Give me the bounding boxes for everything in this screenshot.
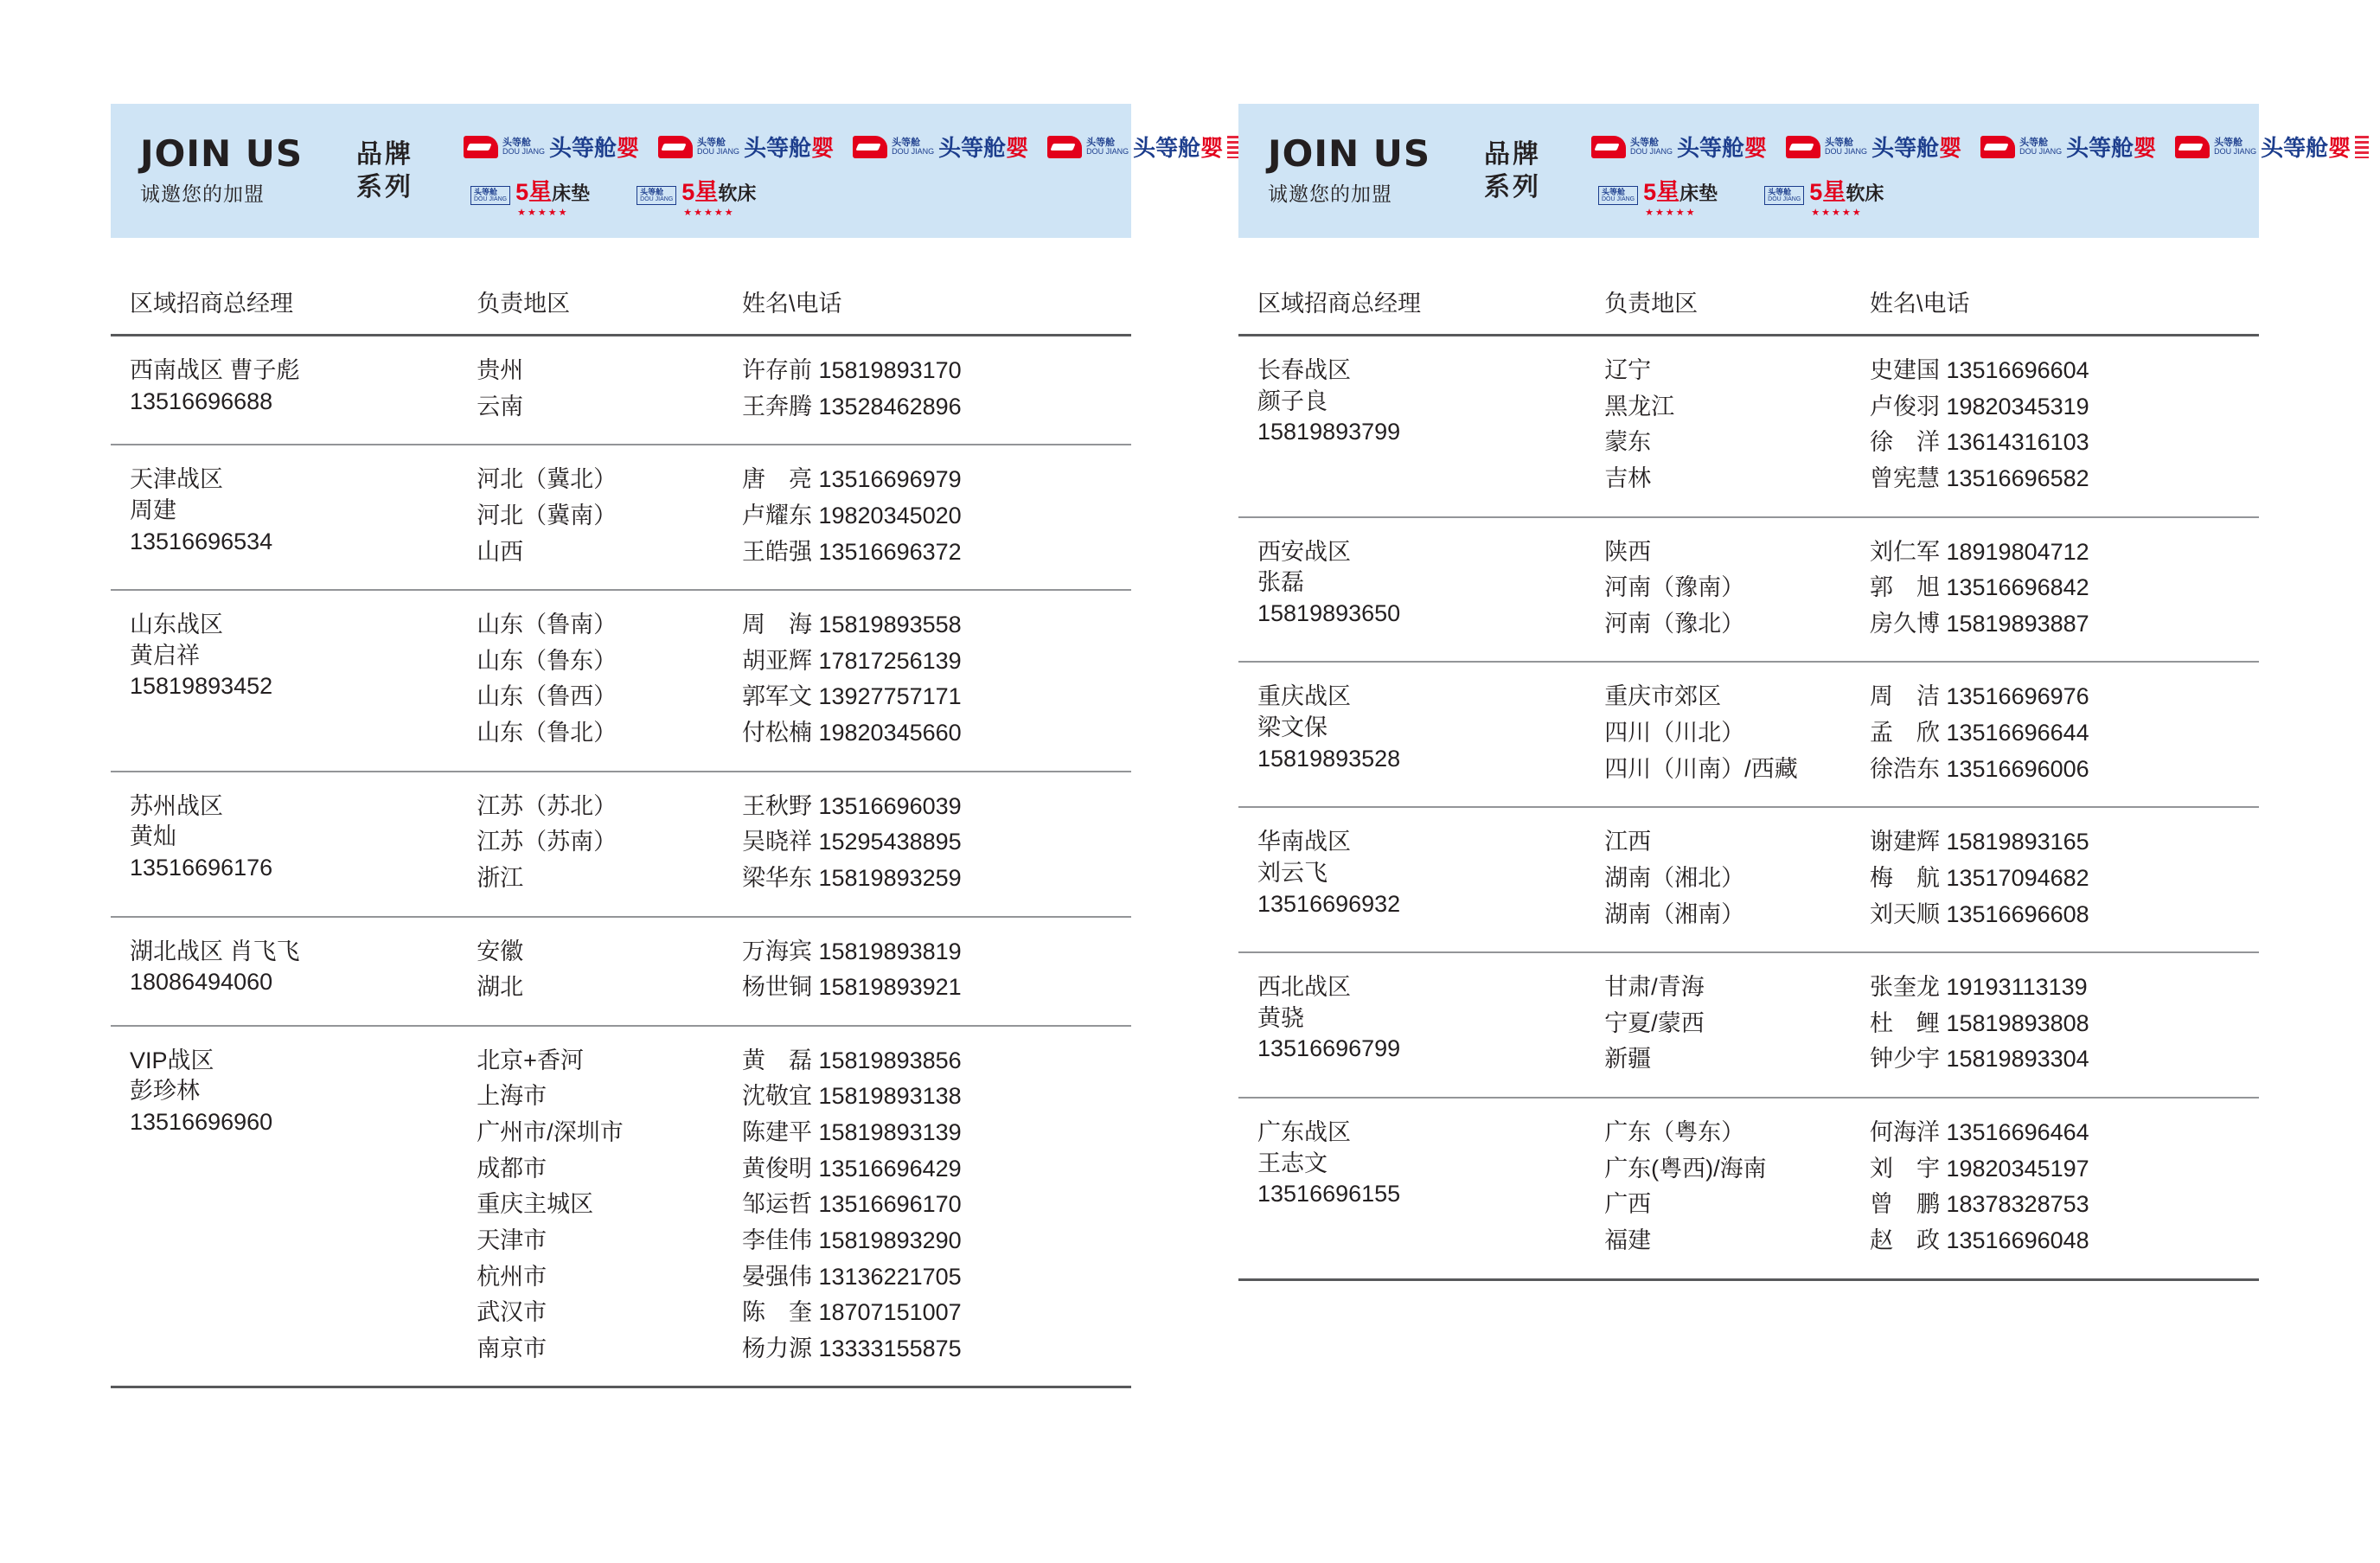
region-item: 云南 bbox=[477, 393, 524, 420]
manager-cell bbox=[1238, 952, 1585, 1098]
join-us-subtitle: 诚邀您的加盟 bbox=[140, 183, 265, 206]
manager-line: 西北战区 bbox=[1257, 974, 1351, 1001]
contact-item: 郭 旭 13516696842 bbox=[1869, 574, 2089, 601]
column-header-region: 负责地区 bbox=[1585, 276, 1851, 336]
swoosh-icon bbox=[1980, 136, 2015, 158]
brand-label-line1: 品牌 bbox=[1484, 140, 1541, 169]
region-cell bbox=[457, 772, 723, 917]
manager-line: 13516696960 bbox=[130, 1109, 273, 1135]
region-item: 四川（川北） bbox=[1604, 720, 1745, 746]
region-item: 山东（鲁东） bbox=[477, 647, 617, 674]
region-item: 江西 bbox=[1604, 829, 1652, 855]
manager-cell bbox=[111, 772, 457, 917]
region-item: 贵州 bbox=[477, 357, 524, 383]
contact-item: 付松楠 19820345660 bbox=[741, 720, 962, 746]
contact-item: 钟少宇 15819893304 bbox=[1869, 1046, 2089, 1073]
region-cell bbox=[457, 336, 723, 445]
table-row bbox=[111, 590, 1131, 772]
contact-cell bbox=[723, 590, 1131, 772]
manager-line: VIP战区 bbox=[130, 1047, 214, 1073]
contact-item: 刘 宇 19820345197 bbox=[1869, 1155, 2089, 1182]
contact-item: 王奔腾 13528462896 bbox=[741, 393, 962, 420]
contact-cell bbox=[1851, 336, 2259, 517]
region-item: 山东（鲁南） bbox=[477, 612, 617, 638]
manager-line: 15819893452 bbox=[130, 673, 273, 700]
brand-logo-3 bbox=[1980, 131, 2156, 163]
logo-wordmark: 头等舱婴 bbox=[1871, 135, 1962, 161]
banner-logo-strip bbox=[1579, 125, 2369, 218]
bed-badge-icon: 头等舱 DOU JIANG bbox=[470, 186, 510, 205]
brand-logo-2 bbox=[658, 131, 834, 163]
region-item: 辽宁 bbox=[1604, 357, 1652, 383]
join-us-banner-left bbox=[111, 104, 1224, 238]
brand-logo-3 bbox=[853, 131, 1028, 163]
contact-item: 刘天顺 13516696608 bbox=[1869, 900, 2089, 927]
manager-cell bbox=[111, 1026, 457, 1387]
bed-label: 5星软床 bbox=[681, 178, 757, 205]
region-item: 北京+香河 bbox=[477, 1047, 584, 1073]
join-us-title: JOIN US bbox=[1268, 131, 1431, 175]
swoosh-icon bbox=[2175, 136, 2210, 158]
region-item: 天津市 bbox=[477, 1227, 547, 1253]
region-item: 浙江 bbox=[477, 864, 524, 891]
manager-cell bbox=[1238, 1098, 1585, 1278]
bed-label-stack bbox=[1643, 173, 1718, 218]
contact-item: 李佳伟 15819893290 bbox=[741, 1227, 962, 1253]
bed-label-stack bbox=[515, 173, 590, 218]
table-row bbox=[1238, 662, 2259, 807]
table-row bbox=[111, 917, 1131, 1026]
contact-item: 谢建辉 15819893165 bbox=[1869, 829, 2089, 855]
brand-label-line1: 品牌 bbox=[356, 140, 413, 169]
contact-item: 唐 亮 13516696979 bbox=[741, 466, 962, 493]
contact-item: 万海宾 15819893819 bbox=[741, 938, 962, 964]
manager-line: 18086494060 bbox=[130, 969, 273, 996]
manager-line: 彭珍林 bbox=[130, 1078, 200, 1105]
region-item: 河南（豫南） bbox=[1604, 574, 1745, 601]
right-column bbox=[1238, 104, 2351, 1563]
region-item: 湖南（湘北） bbox=[1604, 864, 1745, 891]
region-cell bbox=[1585, 807, 1851, 952]
region-item: 吉林 bbox=[1604, 464, 1652, 491]
region-item: 广东(粤西)/海南 bbox=[1604, 1155, 1767, 1182]
bed-label: 5星床垫 bbox=[515, 178, 591, 205]
table-row bbox=[111, 1026, 1131, 1387]
contacts-table-left bbox=[111, 276, 1131, 1386]
bed-label: 5星床垫 bbox=[1643, 178, 1718, 205]
manager-cell bbox=[111, 336, 457, 445]
bed-brand-soft bbox=[637, 173, 756, 218]
swoosh-icon bbox=[1786, 136, 1820, 158]
bed-badge-icon: 头等舱 DOU JIANG bbox=[637, 186, 676, 205]
region-item: 江苏（苏南） bbox=[477, 829, 617, 855]
contact-item: 邹运哲 13516696170 bbox=[741, 1191, 962, 1218]
table-header-row bbox=[111, 276, 1131, 336]
contact-item: 徐浩东 13516696006 bbox=[1869, 755, 2089, 782]
banner-join-block bbox=[140, 131, 348, 207]
contact-item: 杨世铜 15819893921 bbox=[741, 974, 962, 1001]
logo-row-secondary bbox=[464, 173, 1241, 218]
brand-logo-4 bbox=[2175, 131, 2369, 163]
region-item: 成都市 bbox=[477, 1155, 547, 1182]
contact-item: 吴晓祥 15295438895 bbox=[741, 829, 962, 855]
contacts-table-right bbox=[1238, 276, 2259, 1278]
logo-chinese-mark: 头等舱 DOU JIANG bbox=[697, 137, 740, 156]
region-item: 陕西 bbox=[1604, 538, 1652, 565]
column-header-manager: 区域招商总经理 bbox=[111, 276, 457, 336]
bed-badge-icon: 头等舱 DOU JIANG bbox=[1764, 186, 1804, 205]
region-item: 山东（鲁西） bbox=[477, 683, 617, 710]
region-cell bbox=[1585, 1098, 1851, 1278]
swoosh-icon bbox=[464, 136, 498, 158]
contact-item: 何海洋 13516696464 bbox=[1869, 1119, 2089, 1145]
region-item: 山东（鲁北） bbox=[477, 720, 617, 746]
logo-stripe-icon bbox=[2355, 136, 2369, 158]
table-row bbox=[1238, 952, 2259, 1098]
manager-cell bbox=[1238, 517, 1585, 663]
region-item: 新疆 bbox=[1604, 1046, 1652, 1073]
manager-line: 华南战区 bbox=[1257, 829, 1351, 855]
stars-icon: ★★★★★ bbox=[1811, 207, 1863, 218]
brand-series-label bbox=[1484, 138, 1579, 203]
manager-line: 湖北战区 肖飞飞 bbox=[130, 938, 300, 964]
contact-item: 孟 欣 13516696644 bbox=[1869, 720, 2089, 746]
contact-item: 许存前 15819893170 bbox=[741, 357, 962, 383]
manager-line: 王志文 bbox=[1257, 1150, 1328, 1176]
brand-label-line2: 系列 bbox=[356, 172, 413, 202]
brand-label-line2: 系列 bbox=[1484, 172, 1541, 202]
table-row bbox=[111, 772, 1131, 917]
manager-line: 广东战区 bbox=[1257, 1119, 1351, 1145]
region-item: 广西 bbox=[1604, 1191, 1652, 1218]
region-item: 南京市 bbox=[477, 1335, 547, 1361]
swoosh-icon bbox=[658, 136, 693, 158]
manager-line: 黄启祥 bbox=[130, 642, 200, 669]
contact-item: 史建国 13516696604 bbox=[1869, 357, 2089, 383]
region-item: 黑龙江 bbox=[1604, 393, 1675, 420]
logo-chinese-mark: 头等舱 DOU JIANG bbox=[502, 137, 546, 156]
manager-line: 山东战区 bbox=[130, 612, 223, 638]
manager-line: 刘云飞 bbox=[1257, 859, 1328, 886]
region-item: 安徽 bbox=[477, 938, 524, 964]
contact-item: 胡亚辉 17817256139 bbox=[741, 647, 962, 674]
logo-chinese-mark: 头等舱 DOU JIANG bbox=[892, 137, 935, 156]
join-us-title: JOIN US bbox=[140, 131, 304, 175]
logo-wordmark: 头等舱婴 bbox=[2261, 135, 2351, 161]
region-item: 江苏（苏北） bbox=[477, 792, 617, 819]
contact-cell bbox=[723, 772, 1131, 917]
swoosh-icon bbox=[1047, 136, 1082, 158]
manager-line: 苏州战区 bbox=[130, 792, 223, 819]
table-row bbox=[111, 336, 1131, 445]
region-item: 蒙东 bbox=[1604, 429, 1652, 456]
manager-line: 周建 bbox=[130, 496, 176, 523]
bed-brand-mattress bbox=[1598, 173, 1718, 218]
manager-line: 13516696534 bbox=[130, 528, 273, 554]
contact-cell bbox=[723, 336, 1131, 445]
contact-item: 郭军文 13927757171 bbox=[741, 683, 962, 710]
logo-chinese-mark: 头等舱 DOU JIANG bbox=[1086, 137, 1129, 156]
bed-label-stack bbox=[681, 173, 756, 218]
region-item: 杭州市 bbox=[477, 1263, 547, 1290]
contact-item: 王皓强 13516696372 bbox=[741, 538, 962, 565]
region-item: 广州市/深圳市 bbox=[477, 1119, 624, 1145]
region-cell bbox=[457, 917, 723, 1026]
column-header-region: 负责地区 bbox=[457, 276, 723, 336]
contact-cell bbox=[723, 445, 1131, 590]
region-item: 武汉市 bbox=[477, 1299, 547, 1326]
manager-line: 13516696799 bbox=[1257, 1035, 1401, 1062]
contact-item: 梁华东 15819893259 bbox=[741, 864, 962, 891]
logo-wordmark: 头等舱婴 bbox=[1677, 135, 1768, 161]
contact-cell bbox=[1851, 1098, 2259, 1278]
logo-wordmark: 头等舱婴 bbox=[1133, 135, 1224, 161]
region-item: 湖南（湘南） bbox=[1604, 900, 1745, 927]
contact-item: 梅 航 13517094682 bbox=[1869, 864, 2089, 891]
region-item: 湖北 bbox=[477, 974, 524, 1001]
manager-cell bbox=[1238, 336, 1585, 517]
contact-cell bbox=[1851, 517, 2259, 663]
manager-line: 13516696176 bbox=[130, 854, 273, 881]
logo-chinese-mark: 头等舱 DOU JIANG bbox=[1630, 137, 1673, 156]
bed-label-stack bbox=[1809, 173, 1884, 218]
logo-row-primary bbox=[1591, 125, 2369, 170]
contact-item: 曾宪慧 13516696582 bbox=[1869, 464, 2089, 491]
region-item: 重庆主城区 bbox=[477, 1191, 594, 1218]
manager-line: 15819893650 bbox=[1257, 599, 1401, 626]
contact-item: 周 海 15819893558 bbox=[741, 612, 962, 638]
manager-line: 天津战区 bbox=[130, 466, 223, 493]
region-cell bbox=[457, 590, 723, 772]
contact-cell bbox=[1851, 807, 2259, 952]
manager-line: 15819893799 bbox=[1257, 419, 1401, 445]
contact-item: 陈建平 15819893139 bbox=[741, 1119, 962, 1145]
logo-wordmark: 头等舱婴 bbox=[938, 135, 1029, 161]
bed-brand-soft bbox=[1764, 173, 1884, 218]
region-item: 重庆市郊区 bbox=[1604, 683, 1722, 710]
column-header-contact: 姓名\电话 bbox=[723, 276, 1131, 336]
contact-cell bbox=[723, 917, 1131, 1026]
contact-item: 王秋野 13516696039 bbox=[741, 792, 962, 819]
manager-line: 黄骁 bbox=[1257, 1004, 1304, 1031]
column-header-manager: 区域招商总经理 bbox=[1238, 276, 1585, 336]
manager-line: 西安战区 bbox=[1257, 538, 1351, 565]
stars-icon: ★★★★★ bbox=[517, 207, 569, 218]
contact-item: 杨力源 13333155875 bbox=[741, 1335, 962, 1361]
manager-line: 13516696155 bbox=[1257, 1181, 1401, 1207]
contact-item: 卢俊羽 19820345319 bbox=[1869, 393, 2089, 420]
contact-item: 黄 磊 15819893856 bbox=[741, 1047, 962, 1073]
table-row bbox=[1238, 807, 2259, 952]
table-bottom-rule-right bbox=[1238, 1278, 2259, 1281]
logo-wordmark: 头等舱婴 bbox=[549, 135, 640, 161]
region-item: 广东（粤东） bbox=[1604, 1119, 1745, 1145]
table-row bbox=[1238, 1098, 2259, 1278]
manager-line: 长春战区 bbox=[1257, 357, 1351, 383]
region-item: 甘肃/青海 bbox=[1604, 974, 1705, 1001]
region-item: 山西 bbox=[477, 538, 524, 565]
manager-line: 西南战区 曹子彪 bbox=[130, 357, 300, 383]
contact-item: 陈 奎 18707151007 bbox=[741, 1299, 962, 1326]
table-header-row bbox=[1238, 276, 2259, 336]
contact-item: 杜 鲤 15819893808 bbox=[1869, 1009, 2089, 1036]
region-cell bbox=[1585, 952, 1851, 1098]
region-item: 福建 bbox=[1604, 1227, 1652, 1253]
bed-badge-icon: 头等舱 DOU JIANG bbox=[1598, 186, 1638, 205]
contact-item: 曾 鹏 18378328753 bbox=[1869, 1191, 2089, 1218]
brand-logo-1 bbox=[1591, 131, 1767, 163]
region-cell bbox=[1585, 517, 1851, 663]
manager-cell bbox=[1238, 807, 1585, 952]
region-cell bbox=[1585, 336, 1851, 517]
stars-icon: ★★★★★ bbox=[1645, 207, 1697, 218]
contact-item: 晏强伟 13136221705 bbox=[741, 1263, 962, 1290]
brand-logo-1 bbox=[464, 131, 639, 163]
contact-item: 周 洁 13516696976 bbox=[1869, 683, 2089, 710]
logo-wordmark: 头等舱婴 bbox=[744, 135, 835, 161]
manager-line: 梁文保 bbox=[1257, 714, 1328, 740]
column-header-contact: 姓名\电话 bbox=[1851, 276, 2259, 336]
manager-cell bbox=[111, 445, 457, 590]
manager-line: 13516696688 bbox=[130, 388, 273, 414]
brand-series-label bbox=[356, 138, 451, 203]
table-bottom-rule-left bbox=[111, 1386, 1131, 1388]
manager-cell bbox=[111, 917, 457, 1026]
logo-row-secondary bbox=[1591, 173, 2369, 218]
contact-item: 黄俊明 13516696429 bbox=[741, 1155, 962, 1182]
swoosh-icon bbox=[853, 136, 887, 158]
region-cell bbox=[457, 1026, 723, 1387]
join-us-banner-right bbox=[1238, 104, 2351, 238]
manager-line: 15819893528 bbox=[1257, 745, 1401, 772]
contact-item: 刘仁军 18919804712 bbox=[1869, 538, 2089, 565]
contact-item: 徐 洋 13614316103 bbox=[1869, 429, 2089, 456]
logo-wordmark: 头等舱婴 bbox=[2066, 135, 2157, 161]
contact-item: 张奎龙 19193113139 bbox=[1869, 974, 2088, 1001]
table-row bbox=[111, 445, 1131, 590]
bed-label: 5星软床 bbox=[1809, 178, 1884, 205]
table-row bbox=[1238, 517, 2259, 663]
manager-line: 颜子良 bbox=[1257, 388, 1328, 414]
brand-logo-4 bbox=[1047, 131, 1241, 163]
logo-chinese-mark: 头等舱 DOU JIANG bbox=[2214, 137, 2257, 156]
contact-cell bbox=[723, 1026, 1131, 1387]
region-cell bbox=[1585, 662, 1851, 807]
region-item: 宁夏/蒙西 bbox=[1604, 1009, 1705, 1036]
join-us-subtitle: 诚邀您的加盟 bbox=[1268, 183, 1392, 206]
manager-line: 13516696932 bbox=[1257, 890, 1401, 917]
contact-item: 房久博 15819893887 bbox=[1869, 610, 2089, 637]
region-item: 河北（冀北） bbox=[477, 466, 617, 493]
contact-item: 沈敬宜 15819893138 bbox=[741, 1083, 962, 1110]
banner-join-block bbox=[1268, 131, 1475, 207]
region-item: 河南（豫北） bbox=[1604, 610, 1745, 637]
manager-line: 黄灿 bbox=[130, 823, 176, 850]
brand-logo-2 bbox=[1786, 131, 1961, 163]
banner-logo-strip bbox=[451, 125, 1241, 218]
region-item: 河北（冀南） bbox=[477, 502, 617, 528]
stars-icon: ★★★★★ bbox=[683, 207, 735, 218]
contact-cell bbox=[1851, 952, 2259, 1098]
logo-chinese-mark: 头等舱 DOU JIANG bbox=[1825, 137, 1868, 156]
bed-brand-mattress bbox=[470, 173, 590, 218]
contact-cell bbox=[1851, 662, 2259, 807]
logo-row-primary bbox=[464, 125, 1241, 170]
manager-cell bbox=[111, 590, 457, 772]
table-row bbox=[1238, 336, 2259, 517]
contact-item: 卢耀东 19820345020 bbox=[741, 502, 962, 528]
region-cell bbox=[457, 445, 723, 590]
contact-item: 赵 政 13516696048 bbox=[1869, 1227, 2089, 1253]
region-item: 四川（川南）/西藏 bbox=[1604, 755, 1798, 782]
manager-line: 张磊 bbox=[1257, 569, 1304, 596]
region-item: 上海市 bbox=[477, 1083, 547, 1110]
manager-cell bbox=[1238, 662, 1585, 807]
logo-chinese-mark: 头等舱 DOU JIANG bbox=[2019, 137, 2063, 156]
swoosh-icon bbox=[1591, 136, 1626, 158]
left-column bbox=[111, 104, 1224, 1563]
manager-line: 重庆战区 bbox=[1257, 683, 1351, 710]
